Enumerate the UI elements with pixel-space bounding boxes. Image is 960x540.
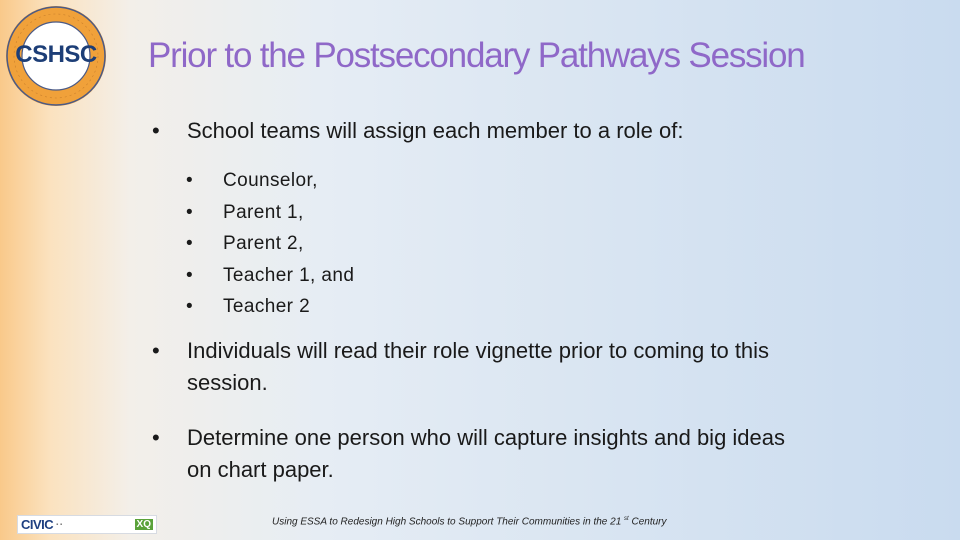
footer-caption bbox=[272, 516, 667, 527]
role-text: Parent 2, bbox=[223, 233, 304, 255]
partner-logos bbox=[17, 515, 157, 534]
footer-text: Using ESSA to Redesign High Schools to Support Their Communities in the 21 bbox=[272, 516, 622, 528]
role-text: Teacher 2 bbox=[223, 296, 311, 318]
bullet-marker: • bbox=[152, 337, 160, 363]
footer-superscript: st bbox=[624, 516, 629, 522]
civic-logo: CIVIC bbox=[21, 517, 54, 532]
bullet-text-line: Individuals will read their role vignette prior to coming to this bbox=[187, 337, 770, 363]
role-item bbox=[150, 260, 940, 292]
sub-bullet-marker: • bbox=[186, 296, 194, 318]
bullet-item bbox=[150, 115, 940, 147]
bullet-item bbox=[150, 422, 940, 486]
role-sublist bbox=[150, 165, 940, 323]
spacer bbox=[150, 399, 940, 422]
role-item bbox=[150, 291, 940, 323]
bullet-marker: • bbox=[152, 118, 160, 143]
role-item bbox=[150, 228, 940, 260]
xq-logo: XQ bbox=[136, 519, 151, 530]
role-item bbox=[150, 197, 940, 229]
bullet-list bbox=[150, 115, 940, 486]
sub-bullet-marker: • bbox=[186, 170, 194, 191]
slide-title: Prior to the Postsecondary Pathways Session bbox=[148, 36, 805, 75]
role-text: Counselor, bbox=[223, 170, 318, 191]
sub-bullet-marker: • bbox=[186, 264, 194, 286]
cshsc-seal-logo bbox=[4, 4, 108, 108]
logo-text: CSHSC bbox=[15, 41, 97, 68]
footer-text-end: Century bbox=[631, 516, 667, 528]
partner-logo-mark: ▪ ▪ bbox=[56, 521, 63, 528]
bullet-text: School teams will assign each member to a role of: bbox=[187, 118, 684, 143]
bullet-text-line: Determine one person who will capture insights and big ideas bbox=[187, 424, 786, 450]
role-text: Parent 1, bbox=[223, 201, 304, 223]
sub-bullet-marker: • bbox=[186, 233, 194, 255]
bullet-marker: • bbox=[152, 424, 160, 450]
sub-bullet-marker: • bbox=[186, 201, 194, 223]
role-item bbox=[150, 165, 940, 197]
bullet-text-line: session. bbox=[187, 369, 268, 395]
role-text: Teacher 1, and bbox=[223, 264, 355, 286]
bullet-item bbox=[150, 335, 940, 399]
bullet-text-line: on chart paper. bbox=[187, 456, 334, 482]
